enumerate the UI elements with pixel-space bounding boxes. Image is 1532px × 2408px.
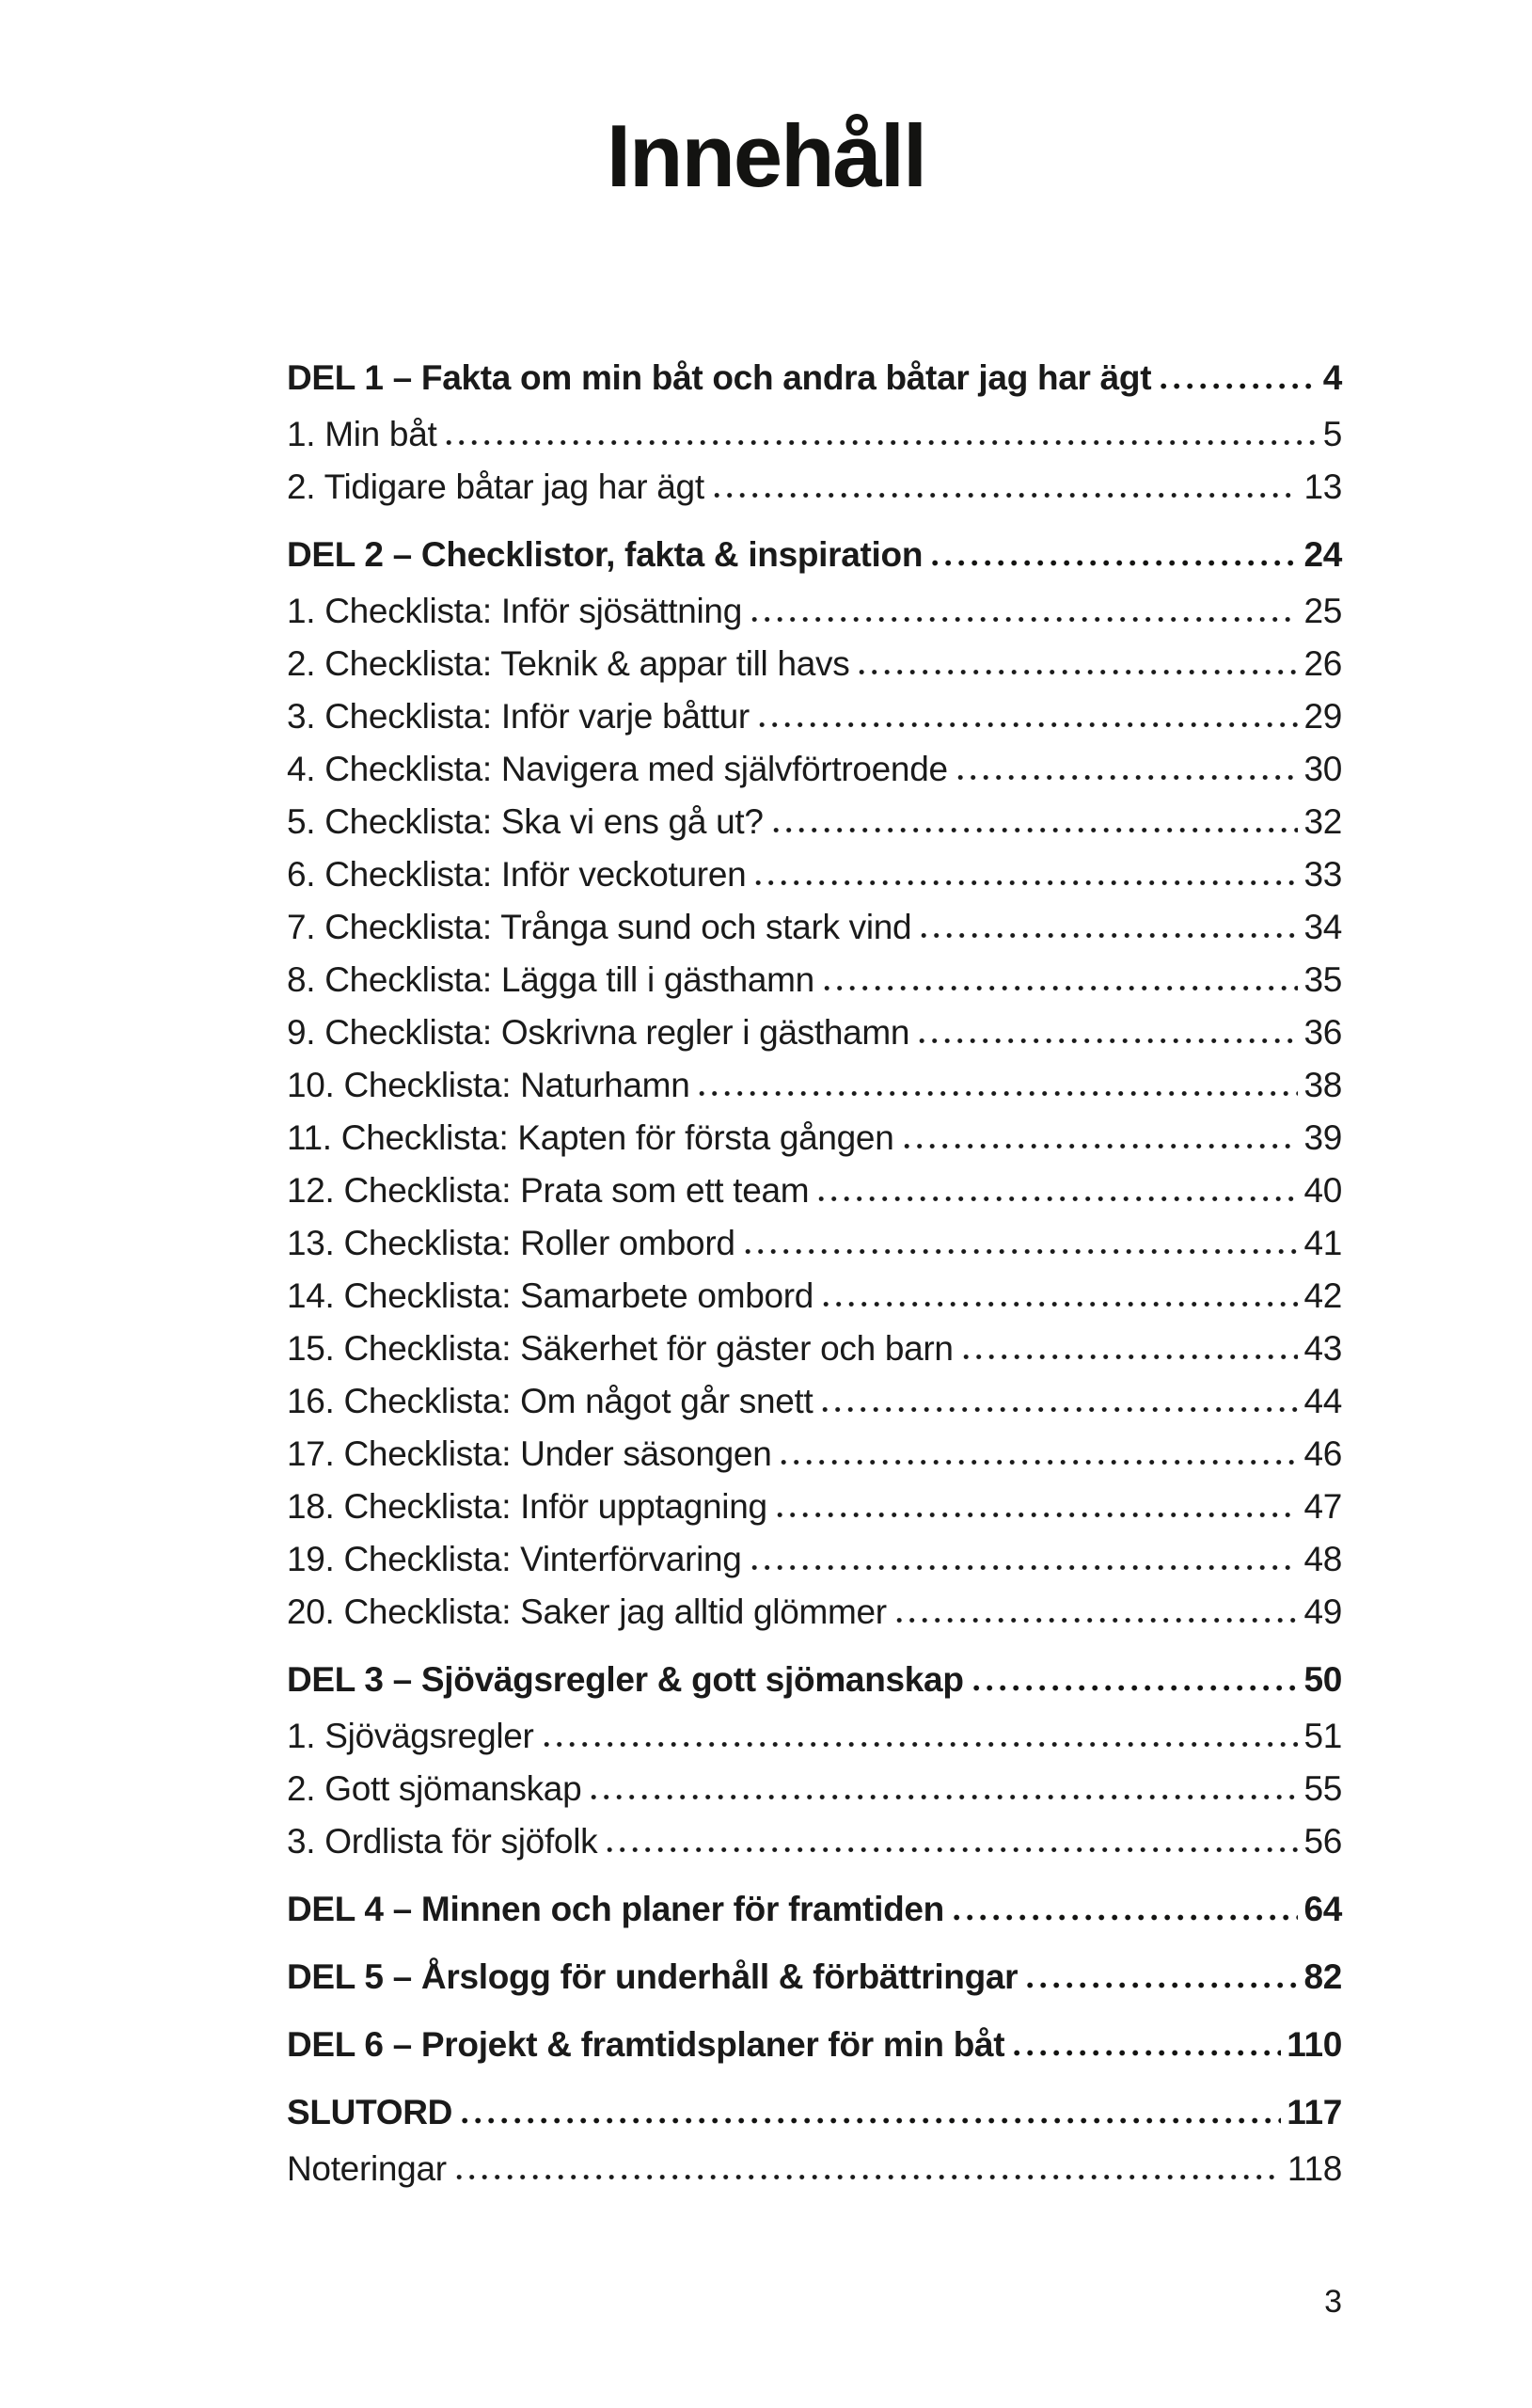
toc-entry-row xyxy=(287,1586,1342,1639)
toc-entry-page-number: 34 xyxy=(1303,908,1342,946)
toc-entry-label: 2. Gott sjömanskap xyxy=(287,1769,582,1808)
toc-entry-row xyxy=(287,1428,1342,1481)
toc-leader-dots xyxy=(544,1740,1299,1748)
toc-leader-dots xyxy=(963,1353,1299,1360)
toc-entry-page-number: 26 xyxy=(1303,644,1342,683)
toc-entry-label: 17. Checklista: Under säsongen xyxy=(287,1434,772,1473)
toc-section-row xyxy=(287,529,1342,581)
toc-entry-row xyxy=(287,1059,1342,1112)
toc-entry-page-number: 55 xyxy=(1303,1769,1342,1808)
toc-entry-label: 11. Checklista: Kapten för första gången xyxy=(287,1118,894,1157)
toc-entry-page-number: 118 xyxy=(1287,2149,1342,2188)
toc-leader-dots xyxy=(957,773,1299,781)
toc-entry-row xyxy=(287,1217,1342,1270)
toc-section-row xyxy=(287,1951,1342,2004)
toc-leader-dots xyxy=(446,438,1317,446)
toc-entry-label: DEL 6 – Projekt & framtidsplaner för min båt xyxy=(287,2025,1005,2064)
toc-entry-page-number: 82 xyxy=(1303,1957,1342,1996)
toc-entry-label: DEL 5 – Årslogg för underhåll & förbättringar xyxy=(287,1957,1019,1996)
toc-entry-label: DEL 3 – Sjövägsregler & gott sjömanskap xyxy=(287,1660,964,1699)
toc-leader-dots xyxy=(822,1405,1298,1413)
toc-entry-row xyxy=(287,2143,1342,2195)
toc-leader-dots xyxy=(755,879,1298,886)
toc-leader-dots xyxy=(954,1913,1298,1921)
toc-entry-row xyxy=(287,901,1342,954)
toc-leader-dots xyxy=(456,2173,1282,2180)
toc-leader-dots xyxy=(1161,382,1317,389)
toc-entry-page-number: 39 xyxy=(1303,1118,1342,1157)
toc-entry-page-number: 41 xyxy=(1303,1224,1342,1262)
toc-section-row xyxy=(287,352,1342,404)
toc-entry-row xyxy=(287,1006,1342,1059)
toc-entry-label: 8. Checklista: Lägga till i gästhamn xyxy=(287,960,814,999)
toc-leader-dots xyxy=(818,1195,1298,1202)
toc-leader-dots xyxy=(824,984,1298,991)
toc-entry-page-number: 49 xyxy=(1303,1592,1342,1631)
toc-leader-dots xyxy=(1014,2049,1281,2056)
toc-entry-row xyxy=(287,1710,1342,1763)
toc-leader-dots xyxy=(932,559,1298,566)
toc-entry-row xyxy=(287,1533,1342,1586)
toc-entry-page-number: 47 xyxy=(1303,1487,1342,1526)
toc-entry-page-number: 29 xyxy=(1303,697,1342,736)
toc-entry-label: 10. Checklista: Naturhamn xyxy=(287,1066,690,1104)
toc-entry-label: 9. Checklista: Oskrivna regler i gästhamn xyxy=(287,1013,910,1052)
toc-entry-label: 3. Checklista: Inför varje båttur xyxy=(287,697,750,736)
toc-entry-label: 19. Checklista: Vinterförvaring xyxy=(287,1540,742,1578)
toc-entry-page-number: 51 xyxy=(1303,1717,1342,1755)
toc-section-row xyxy=(287,2086,1342,2139)
toc-entry-page-number: 25 xyxy=(1303,592,1342,630)
toc-entry-page-number: 50 xyxy=(1303,1660,1342,1699)
toc-leader-dots xyxy=(777,1511,1299,1518)
toc-leader-dots xyxy=(607,1846,1298,1853)
toc-entry-page-number: 43 xyxy=(1303,1329,1342,1368)
toc-leader-dots xyxy=(751,1563,1299,1571)
page-title: Innehåll xyxy=(606,106,926,205)
toc-leader-dots xyxy=(973,1684,1299,1691)
toc-entry-row xyxy=(287,954,1342,1006)
toc-entry-row xyxy=(287,1270,1342,1323)
toc-entry-page-number: 42 xyxy=(1303,1276,1342,1315)
toc-leader-dots xyxy=(859,668,1298,675)
toc-section-row xyxy=(287,1654,1342,1706)
toc-leader-dots xyxy=(781,1458,1298,1465)
toc-leader-dots xyxy=(823,1300,1298,1307)
toc-entry-label: SLUTORD xyxy=(287,2093,453,2131)
toc-entry-row xyxy=(287,848,1342,901)
toc-entry-row xyxy=(287,461,1342,514)
toc-entry-page-number: 40 xyxy=(1303,1171,1342,1210)
toc-entry-page-number: 5 xyxy=(1322,415,1342,453)
toc-entry-label: DEL 1 – Fakta om min båt och andra båtar jag har ägt xyxy=(287,358,1152,397)
toc-entry-page-number: 44 xyxy=(1303,1382,1342,1420)
toc-entry-page-number: 24 xyxy=(1303,535,1342,574)
toc-leader-dots xyxy=(773,826,1299,833)
toc-leader-dots xyxy=(919,1037,1298,1044)
toc-entry-label: 13. Checklista: Roller ombord xyxy=(287,1224,735,1262)
toc-entry-row xyxy=(287,585,1342,638)
toc-entry-label: 12. Checklista: Prata som ett team xyxy=(287,1171,810,1210)
toc-leader-dots xyxy=(745,1247,1299,1255)
toc-leader-dots xyxy=(714,491,1299,499)
toc-entry-label: 3. Ordlista för sjöfolk xyxy=(287,1822,598,1861)
toc-entry-row xyxy=(287,690,1342,743)
toc-entry-page-number: 38 xyxy=(1303,1066,1342,1104)
toc-entry-page-number: 64 xyxy=(1303,1890,1342,1928)
toc-entry-page-number: 110 xyxy=(1287,2025,1342,2064)
toc-leader-dots xyxy=(591,1793,1298,1800)
toc-entry-page-number: 48 xyxy=(1303,1540,1342,1578)
toc-entry-page-number: 13 xyxy=(1303,467,1342,506)
toc-entry-label: DEL 2 – Checklistor, fakta & inspiration xyxy=(287,535,924,574)
toc-entry-row xyxy=(287,1164,1342,1217)
toc-entry-label: 6. Checklista: Inför veckoturen xyxy=(287,855,747,894)
toc-entry-page-number: 46 xyxy=(1303,1434,1342,1473)
toc-entry-page-number: 32 xyxy=(1303,802,1342,841)
toc-leader-dots xyxy=(699,1089,1298,1097)
toc-entry-label: 1. Min båt xyxy=(287,415,437,453)
toc-entry-row xyxy=(287,1323,1342,1375)
toc-entry-row xyxy=(287,796,1342,848)
toc-entry-label: DEL 4 – Minnen och planer för framtiden xyxy=(287,1890,944,1928)
toc-section-row xyxy=(287,1883,1342,1936)
toc-entry-label: 14. Checklista: Samarbete ombord xyxy=(287,1276,814,1315)
toc-entry-page-number: 35 xyxy=(1303,960,1342,999)
toc-leader-dots xyxy=(759,721,1299,728)
toc-entry-label: 16. Checklista: Om något går snett xyxy=(287,1382,813,1420)
toc-entry-page-number: 33 xyxy=(1303,855,1342,894)
page-number: 3 xyxy=(1324,2284,1342,2320)
toc-leader-dots xyxy=(1027,1981,1298,1988)
toc-section-row xyxy=(287,2019,1342,2071)
toc-entry-label: 20. Checklista: Saker jag alltid glömmer xyxy=(287,1592,887,1631)
toc-leader-dots xyxy=(921,931,1298,939)
toc-leader-dots xyxy=(896,1616,1299,1624)
toc-entry-label: 5. Checklista: Ska vi ens gå ut? xyxy=(287,802,764,841)
toc-leader-dots xyxy=(462,2116,1281,2124)
toc-entry-page-number: 4 xyxy=(1322,358,1342,397)
toc-leader-dots xyxy=(904,1142,1299,1149)
toc-entry-label: Noteringar xyxy=(287,2149,447,2188)
toc-entry-row xyxy=(287,1112,1342,1164)
toc-entry-page-number: 36 xyxy=(1303,1013,1342,1052)
toc-entry-label: 4. Checklista: Navigera med självförtroende xyxy=(287,750,948,788)
toc-entry-page-number: 117 xyxy=(1287,2093,1342,2131)
toc-entry-page-number: 56 xyxy=(1303,1822,1342,1861)
toc-entry-row xyxy=(287,1481,1342,1533)
toc-entry-page-number: 30 xyxy=(1303,750,1342,788)
toc-entry-label: 18. Checklista: Inför upptagning xyxy=(287,1487,767,1526)
toc-entry-label: 15. Checklista: Säkerhet för gäster och barn xyxy=(287,1329,954,1368)
toc-entry-row xyxy=(287,743,1342,796)
toc-entry-row xyxy=(287,1763,1342,1815)
toc-entry-row xyxy=(287,1815,1342,1868)
toc-entry-label: 2. Tidigare båtar jag har ägt xyxy=(287,467,704,506)
toc-entry-label: 2. Checklista: Teknik & appar till havs xyxy=(287,644,850,683)
toc-entry-row xyxy=(287,408,1342,461)
toc-entry-label: 7. Checklista: Trånga sund och stark vind xyxy=(287,908,912,946)
toc-list xyxy=(287,337,1342,2195)
toc-entry-row xyxy=(287,638,1342,690)
toc-entry-label: 1. Sjövägsregler xyxy=(287,1717,534,1755)
toc-leader-dots xyxy=(751,615,1298,623)
toc-entry-label: 1. Checklista: Inför sjösättning xyxy=(287,592,742,630)
toc-entry-row xyxy=(287,1375,1342,1428)
